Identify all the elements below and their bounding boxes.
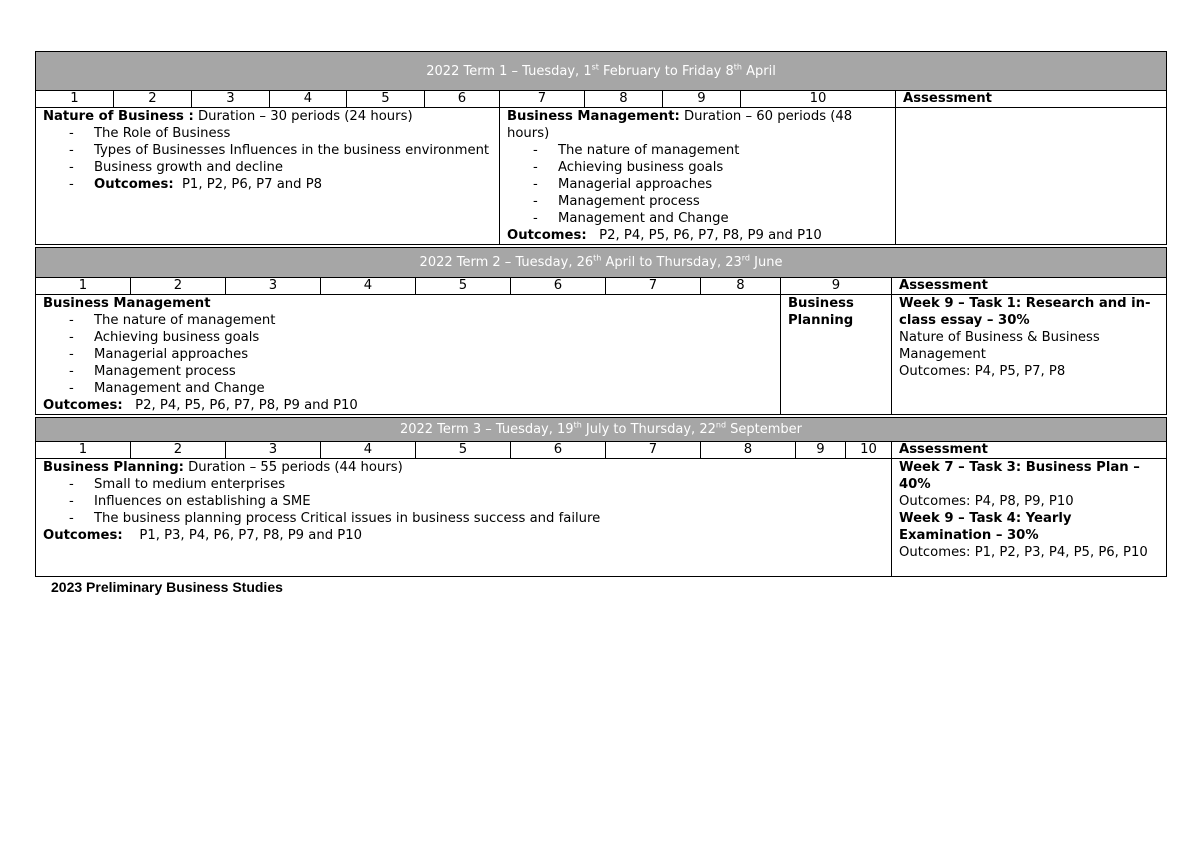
list-item: - Business growth and decline: [94, 159, 492, 176]
assessment-task-title: Week 7 – Task 3: Business Plan – 40%: [899, 460, 1140, 492]
list-item: - Small to medium enterprises: [94, 476, 884, 493]
assessment-outcomes: Outcomes: P4, P8, P9, P10: [899, 494, 1074, 509]
week-number: 10: [741, 91, 896, 108]
unit-duration: Duration – 55 periods (44 hours): [183, 460, 403, 475]
list-item: - Management and Change: [94, 380, 773, 397]
week-number: 4: [270, 91, 347, 108]
term2-banner-pre: 2022 Term 2 – Tuesday, 26: [419, 255, 594, 270]
week-number: 1: [36, 91, 114, 108]
week-number: 9: [663, 91, 741, 108]
term3-table: [35, 417, 1167, 577]
list-item: - Management process: [94, 363, 773, 380]
term1-content-row: [36, 108, 1167, 245]
term1-banner-post: April: [741, 63, 776, 79]
list-item: - Influences on establishing a SME: [94, 493, 884, 510]
term3-banner-mid: July to Thursday, 22: [581, 422, 716, 437]
outcomes-label: Outcomes:: [507, 228, 587, 243]
term2-banner-sup1: th: [593, 253, 602, 263]
week-number: 3: [192, 91, 270, 108]
term3-banner-sup2: nd: [715, 420, 727, 430]
term3-content-row: [36, 459, 1167, 577]
week-number: 1: [36, 442, 131, 459]
week-number: 3: [226, 442, 321, 459]
term2-content-row: [36, 295, 1167, 415]
outcomes-value: P2, P4, P5, P6, P7, P8, P9 and P10: [586, 228, 822, 243]
term2-week9-business-planning: Business Planning: [781, 295, 892, 415]
list-item: - The nature of management: [94, 312, 773, 329]
week-number: 9: [781, 278, 892, 295]
week-number: 7: [500, 91, 585, 108]
week-number: 6: [511, 442, 606, 459]
week-number: 8: [701, 442, 796, 459]
week-number: 1: [36, 278, 131, 295]
term2-banner-mid: April to Thursday, 23: [601, 255, 742, 270]
assessment-header: Assessment: [892, 442, 1167, 459]
list-item: - Managerial approaches: [94, 346, 773, 363]
assessment-header: Assessment: [896, 91, 1167, 108]
outcomes-label: Outcomes:: [43, 528, 123, 543]
term3-business-planning: [36, 459, 892, 577]
term2-banner: [36, 248, 1167, 278]
term1-weeks-row: [36, 91, 1167, 108]
term1-banner-pre: 2022 Term 1 – Tuesday, 1: [426, 63, 592, 79]
week-number: 2: [131, 278, 226, 295]
term1-assessment-cell: [896, 108, 1167, 245]
week-number: 2: [114, 91, 192, 108]
week-number: 5: [416, 442, 511, 459]
term3-banner-post: September: [726, 422, 803, 437]
week-number: 6: [425, 91, 500, 108]
unit-duration: Duration – 30 periods (24 hours): [193, 109, 413, 124]
unit-title: Business Management:: [507, 109, 680, 124]
week-number: 7: [606, 278, 701, 295]
term2-banner-post: June: [750, 255, 783, 270]
assessment-topic: Nature of Business & Business Management: [899, 330, 1100, 362]
list-item: - The business planning process Critical issues in business success and failure: [94, 510, 884, 527]
outcomes-label: Outcomes:: [94, 177, 174, 192]
week-number: 7: [606, 442, 701, 459]
term1-banner-sup1: st: [591, 62, 599, 72]
outcomes-value: P1, P3, P4, P6, P7, P8, P9 and P10: [122, 528, 362, 543]
week-number: 4: [321, 442, 416, 459]
list-item: - The Role of Business: [94, 125, 492, 142]
week-number: 8: [585, 91, 663, 108]
term1-banner-mid: February to Friday 8: [598, 63, 734, 79]
assessment-header: Assessment: [892, 278, 1167, 295]
term2-banner-sup2: rd: [741, 253, 751, 263]
outcomes-label: Outcomes:: [43, 398, 123, 413]
week-number: 8: [701, 278, 781, 295]
list-item: - Management and Change: [558, 210, 888, 227]
unit-duration: Duration – 60 periods (48 hours): [507, 109, 853, 141]
unit-title: Business Planning:: [43, 460, 184, 475]
outcomes-value: P1, P2, P6, P7 and P8: [173, 177, 323, 192]
term2-business-management: [36, 295, 781, 415]
week-number: 2: [131, 442, 226, 459]
term1-banner: [36, 52, 1167, 91]
list-item: - Achieving business goals: [558, 159, 888, 176]
term2-table: [35, 247, 1167, 415]
list-item: - Management process: [558, 193, 888, 210]
term1-table: [35, 51, 1167, 245]
week-number: 6: [511, 278, 606, 295]
term2-weeks-row: [36, 278, 1167, 295]
term1-business-management: [500, 108, 896, 245]
week-number: 5: [416, 278, 511, 295]
term1-nature-of-business: [36, 108, 500, 245]
term2-assessment-cell: [892, 295, 1167, 415]
unit-title: Business Management: [43, 296, 211, 311]
term3-assessment-cell: [892, 459, 1167, 577]
list-item: - Achieving business goals: [94, 329, 773, 346]
assessment-task-title: Week 9 – Task 1: Research and in-class essay – 30%: [899, 296, 1151, 328]
assessment-outcomes: Outcomes: P4, P5, P7, P8: [899, 364, 1066, 379]
term3-banner-sup1: th: [573, 420, 582, 430]
list-item: - The nature of management: [558, 142, 888, 159]
term3-banner: [36, 418, 1167, 442]
week-number: 9: [796, 442, 846, 459]
unit-title: Nature of Business :: [43, 109, 194, 124]
week-number: 5: [347, 91, 425, 108]
week-number: 4: [321, 278, 416, 295]
list-item: - Managerial approaches: [558, 176, 888, 193]
term3-weeks-row: [36, 442, 1167, 459]
outcomes-value: P2, P4, P5, P6, P7, P8, P9 and P10: [122, 398, 358, 413]
assessment-task-title: Week 9 – Task 4: Yearly Examination – 30%: [899, 511, 1072, 543]
term3-banner-pre: 2022 Term 3 – Tuesday, 19: [399, 422, 574, 437]
term1-banner-sup2: th: [733, 62, 742, 72]
list-item: - Types of Businesses Influences in the business environment: [94, 142, 492, 159]
list-item: [94, 176, 492, 193]
week-number: 3: [226, 278, 321, 295]
assessment-outcomes: Outcomes: P1, P2, P3, P4, P5, P6, P10: [899, 545, 1148, 560]
week-number: 10: [846, 442, 892, 459]
document-footer-title: 2023 Preliminary Business Studies: [51, 579, 283, 595]
